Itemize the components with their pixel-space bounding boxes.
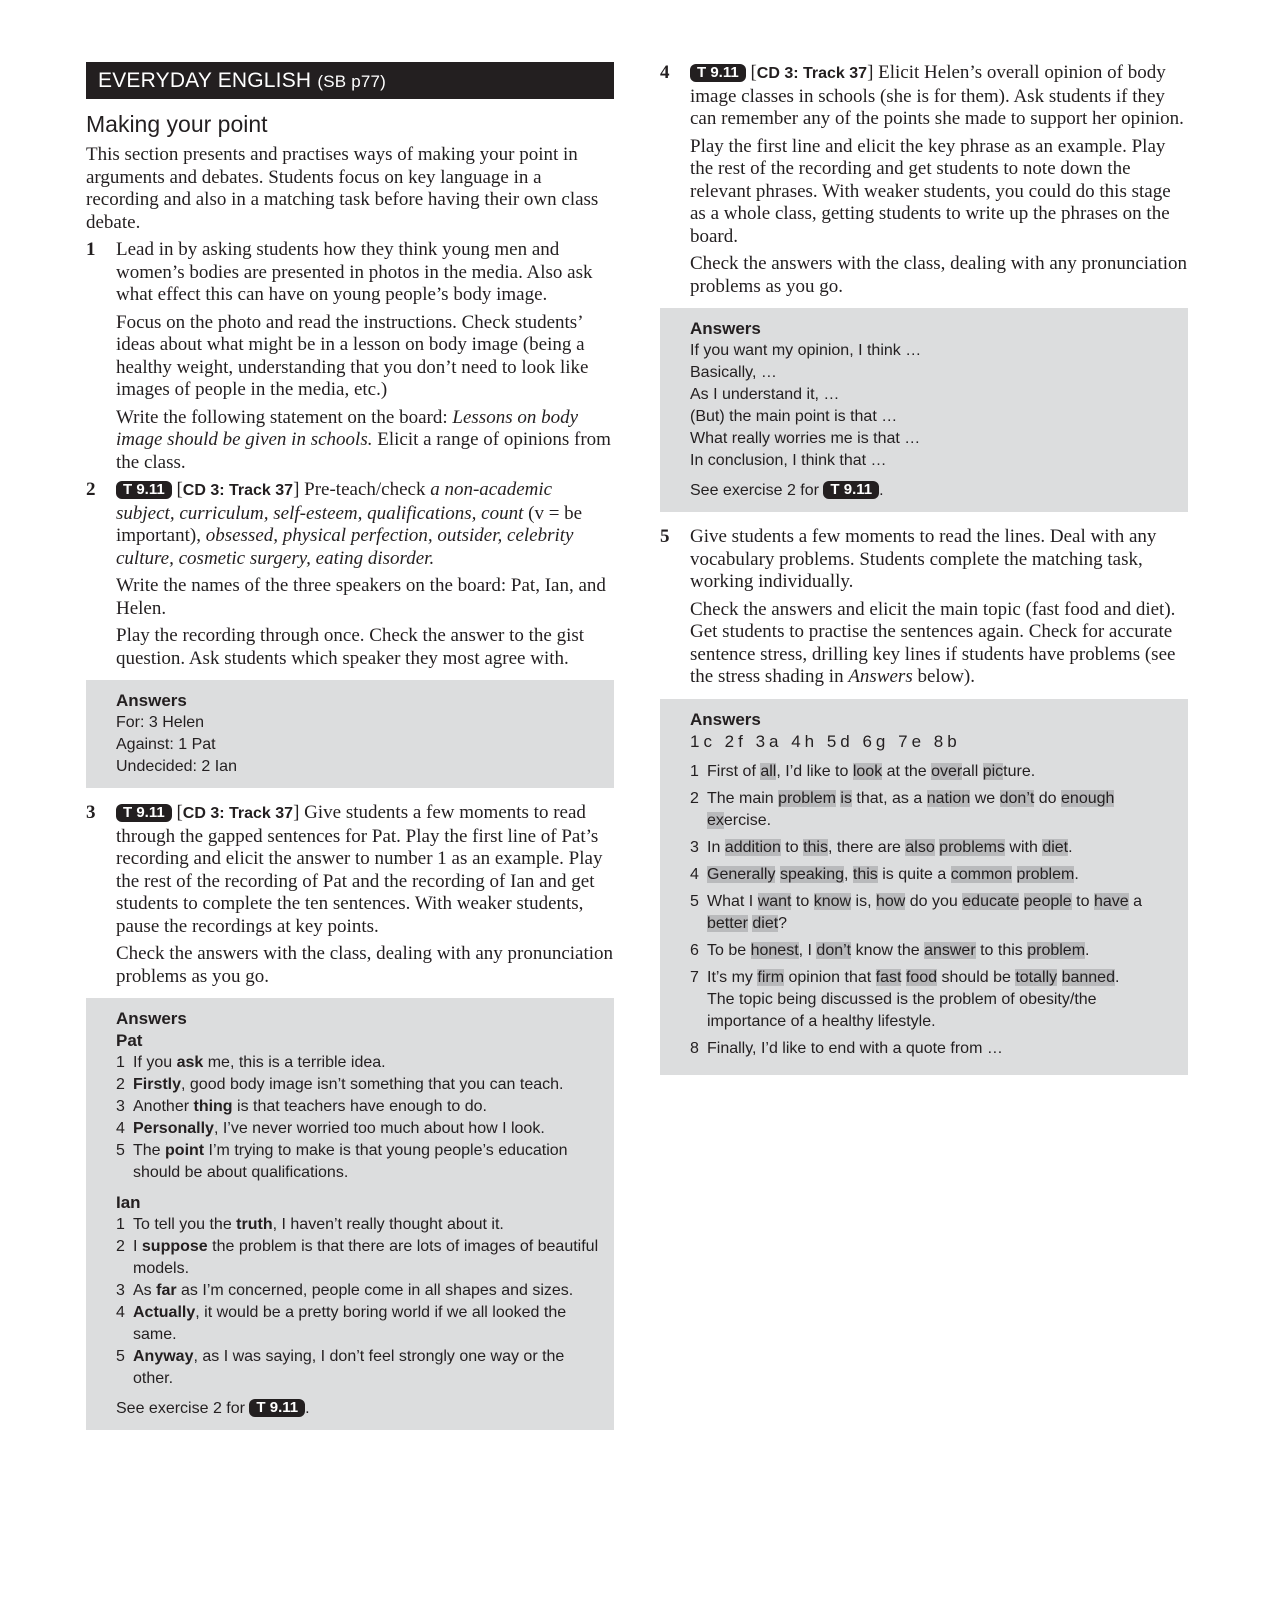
paragraph: Write the names of the three speakers on the board: Pat, Ian, and Helen.: [116, 575, 606, 619]
cd-reference: CD 3: Track 37: [182, 805, 294, 822]
item-number: 1: [116, 1216, 125, 1233]
exercise-number: 3: [86, 802, 96, 823]
list-item: 5 The point I’m trying to make is that young people’s education should be about qualifications.: [116, 1142, 568, 1181]
key-word: Firstly: [133, 1076, 182, 1093]
stressed-word: all: [760, 762, 777, 780]
stressed-word: answer: [924, 941, 976, 959]
stressed-word: this: [852, 865, 878, 883]
paragraph: Write the following statement on the board: Lessons on body image should be given in schools. Elicit a range of opinions from the class.: [116, 406, 611, 473]
exercise-3: [86, 802, 614, 988]
answers-box-5: [660, 699, 1188, 1075]
stressed-word: honest: [750, 941, 799, 959]
stressed-word: diet: [1042, 838, 1069, 856]
list-item: 2 I suppose the problem is that there are lots of images of beautiful models.: [116, 1238, 599, 1277]
topic-note: The topic being discussed is the problem of obesity/the importance of a healthy lifestyle.: [707, 990, 1097, 1030]
ian-answer-list: [116, 1214, 602, 1390]
item-number: 3: [116, 1282, 125, 1299]
track-tag: T 9.11: [690, 64, 746, 82]
track-tag: T 9.11: [116, 804, 172, 822]
section-banner: [86, 62, 614, 99]
list-item: 1 If you ask me, this is a terrible idea.: [116, 1052, 602, 1074]
list-item: 4 Actually, it would be a pretty boring world if we all looked the same.: [116, 1304, 567, 1343]
answers-box-4: [660, 308, 1188, 512]
stressed-word: Generally: [707, 865, 776, 883]
answers-heading: Answers: [116, 691, 187, 710]
banner-title: EVERYDAY ENGLISH: [98, 69, 312, 92]
item-number: 5: [116, 1348, 125, 1365]
item-number: 1: [116, 1054, 125, 1071]
cd-reference: CD 3: Track 37: [756, 65, 868, 82]
exercise-number: 1: [86, 239, 96, 260]
stressed-word: pic: [982, 762, 1004, 780]
list-item: 4 Personally, I’ve never worried too much about how I look.: [116, 1118, 602, 1140]
answers-heading: Answers: [116, 1009, 187, 1028]
stressed-word: don’t: [816, 941, 852, 959]
item-number: 7: [690, 968, 699, 986]
paragraph: Focus on the photo and read the instructions. Check students’ ideas about what might be in a lesson on body image (being a healthy weight, understanding that you don’t need to look like images of people in the media, etc.): [116, 311, 589, 400]
answer-key: 1c 2f 3a 4h 5d 6g 7e 8b: [690, 731, 961, 751]
exercise-4: [660, 62, 1188, 298]
list-item: 7 It’s my firm opinion that fast food should be totally banned. The topic being discussed is the problem of obesity/the importance of a healthy lifestyle.: [690, 967, 1176, 1033]
stressed-word: also: [905, 838, 935, 856]
stressed-word: speaking: [779, 865, 844, 883]
stressed-word: food: [905, 968, 938, 986]
key-word: ask: [176, 1054, 204, 1071]
key-word: truth: [236, 1216, 273, 1233]
stressed-word: banned: [1061, 968, 1115, 986]
key-word: Actually: [133, 1304, 196, 1321]
list-item: 1 First of all, I’d like to look at the overall picture.: [690, 761, 1176, 783]
item-number: 3: [690, 838, 699, 856]
item-number: 6: [690, 941, 699, 959]
right-column: [660, 62, 1188, 1089]
answer-line: For: 3 Helen: [116, 714, 205, 731]
speaker-label: Pat: [116, 1031, 143, 1050]
list-item: 2 The main problem is that, as a nation we don’t do enough exercise.: [690, 789, 1115, 829]
stressed-word: totally: [1015, 968, 1058, 986]
cd-reference: CD 3: Track 37: [182, 482, 294, 499]
item-number: 4: [116, 1120, 125, 1137]
stressed-word: problem: [1027, 941, 1086, 959]
intro-paragraph: This section presents and practises ways of making your point in arguments and debates. Students focus on key language in a recording and also in a matching task before having their own class debate.: [86, 144, 599, 233]
stressed-word: problem: [1016, 865, 1075, 883]
answer-line: In conclusion, I think that …: [690, 452, 887, 469]
key-word: thing: [193, 1098, 233, 1115]
see-exercise-note: See exercise 2 for T 9.11 .: [116, 1399, 310, 1417]
item-number: 1: [690, 762, 699, 780]
answer-line: Undecided: 2 Ian: [116, 758, 237, 775]
list-item: 3 In addition to this, there are also problems with diet.: [690, 837, 1176, 859]
stressed-word: educate: [962, 892, 1020, 910]
list-item: 2 Firstly, good body image isn’t something that you can teach.: [116, 1074, 602, 1096]
key-word: far: [156, 1282, 177, 1299]
answers-heading: Answers: [690, 709, 761, 729]
list-item: 5 Anyway, as I was saying, I don’t feel strongly one way or the other.: [116, 1348, 565, 1387]
track-tag: T 9.11: [116, 481, 172, 499]
banner-ref: (SB p77): [317, 72, 387, 91]
pat-answer-list: [116, 1052, 602, 1184]
exercise-number: 4: [660, 62, 670, 83]
answer-line: (But) the main point is that …: [690, 408, 898, 425]
stressed-word: don’t: [999, 789, 1035, 807]
answer-line: What really worries me is that …: [690, 430, 921, 447]
track-tag: T 9.11: [823, 481, 879, 499]
list-item: 8 Finally, I’d like to end with a quote from …: [690, 1038, 1176, 1060]
answer-line: Against: 1 Pat: [116, 736, 216, 753]
exercise-2: [86, 479, 614, 670]
list-item: 4 Generally speaking, this is quite a common problem.: [690, 864, 1176, 886]
answers-box-2: [86, 680, 614, 788]
stressed-word: people: [1023, 892, 1072, 910]
item-number: 4: [116, 1304, 125, 1321]
stressed-word: firm: [757, 968, 785, 986]
stressed-word: nation: [926, 789, 971, 807]
paragraph: T 9.11 [CD 3: Track 37] Elicit Helen’s overall opinion of body image classes in schools (she is for them). Ask students if they can remember any of the points she made to support her opinion.: [690, 62, 1184, 129]
paragraph: Lead in by asking students how they think young men and women’s bodies are presented in photos in the media. Also ask what effect this can have on young people’s body image.: [116, 239, 593, 305]
stressed-word: is: [840, 789, 852, 807]
stressed-word: addition: [724, 838, 781, 856]
answer-line: As I understand it, …: [690, 386, 840, 403]
stressed-word: know: [813, 892, 852, 910]
stressed-word: problem: [778, 789, 836, 807]
paragraph: T 9.11 [CD 3: Track 37] Pre-teach/check a non-academic subject, curriculum, self-esteem, qualifications, count (v = be important), obsessed, physical perfection, outsider, celebrity culture, cosmetic surgery, eating disorder.: [116, 479, 583, 569]
stressed-word: how: [875, 892, 906, 910]
list-item: 3 Another thing is that teachers have enough to do.: [116, 1096, 602, 1118]
stressed-word: better: [707, 914, 748, 932]
section-heading: Making your point: [86, 111, 268, 137]
track-tag: T 9.11: [249, 1399, 305, 1417]
stressed-word: over: [931, 762, 963, 780]
list-item: 1 To tell you the truth, I haven’t really thought about it.: [116, 1214, 602, 1236]
stressed-word: look: [852, 762, 883, 780]
left-column: [86, 62, 614, 1444]
paragraph: T 9.11 [CD 3: Track 37] Give students a few moments to read through the gapped sentences for Pat. Play the first line of Pat’s recording and elicit the answer to number 1 as an example. Play the rest of the recording of Pat and the recording of Ian and get students to complete the ten sentences. With weaker students, pause the recordings at key points.: [116, 802, 603, 937]
exercise-number: 5: [660, 526, 670, 547]
item-number: 5: [690, 892, 699, 910]
item-number: 2: [690, 789, 699, 807]
paragraph: Play the recording through once. Check the answer to the gist question. Ask students which speaker they most agree with.: [116, 625, 585, 669]
answers-heading: Answers: [690, 319, 761, 338]
exercise-5: [660, 526, 1188, 689]
stressed-word: this: [803, 838, 828, 856]
exercise-1: [86, 239, 614, 474]
item-number: 5: [116, 1142, 125, 1159]
stressed-word: diet: [752, 914, 779, 932]
item-number: 2: [116, 1238, 125, 1255]
key-word: Personally: [133, 1120, 214, 1137]
answer-line: If you want my opinion, I think …: [690, 342, 922, 359]
key-word: Anyway: [133, 1348, 194, 1365]
item-number: 3: [116, 1098, 125, 1115]
stressed-word: common: [950, 865, 1013, 883]
key-word: suppose: [141, 1238, 208, 1255]
stressed-word: enough: [1061, 789, 1115, 807]
key-word: point: [165, 1142, 205, 1159]
paragraph: Check the answers with the class, dealing with any pronunciation problems as you go.: [116, 943, 614, 987]
list-item: 6 To be honest, I don’t know the answer to this problem.: [690, 940, 1176, 962]
stressed-word: fast: [875, 968, 902, 986]
see-exercise-note: See exercise 2 for T 9.11 .: [690, 481, 884, 499]
stressed-word: have: [1093, 892, 1129, 910]
exercise-number: 2: [86, 479, 96, 500]
list-item: 3 As far as I’m concerned, people come in all shapes and sizes.: [116, 1280, 602, 1302]
paragraph: Check the answers and elicit the main topic (fast food and diet). Get students to practise the sentences again. Check for accurate sentence stress, drilling key lines if students have problems (see the stress shading in Answers below).: [690, 598, 1176, 687]
stress-sentence-list: [690, 761, 1176, 1060]
list-item: 5 What I want to know is, how do you educate people to have a better diet?: [690, 892, 1142, 932]
paragraph: Give students a few moments to read the lines. Deal with any vocabulary problems. Students complete the matching task, working individually.: [690, 526, 1157, 592]
speaker-label: Ian: [116, 1193, 141, 1212]
answer-line: Basically, …: [690, 364, 777, 381]
paragraph: Play the first line and elicit the key phrase as an example. Play the rest of the recording and get students to note down the relevant phrases. With weaker students, you could do this stage as a whole class, getting students to write up the phrases on the board.: [690, 135, 1171, 247]
stressed-word: want: [757, 892, 792, 910]
stressed-word: ex: [707, 811, 724, 829]
stressed-word: problems: [939, 838, 1005, 856]
item-number: 4: [690, 865, 699, 883]
item-number: 8: [690, 1039, 699, 1057]
paragraph: Check the answers with the class, dealing with any pronunciation problems as you go.: [690, 253, 1188, 297]
item-number: 2: [116, 1076, 125, 1093]
answers-box-3: [86, 998, 614, 1430]
